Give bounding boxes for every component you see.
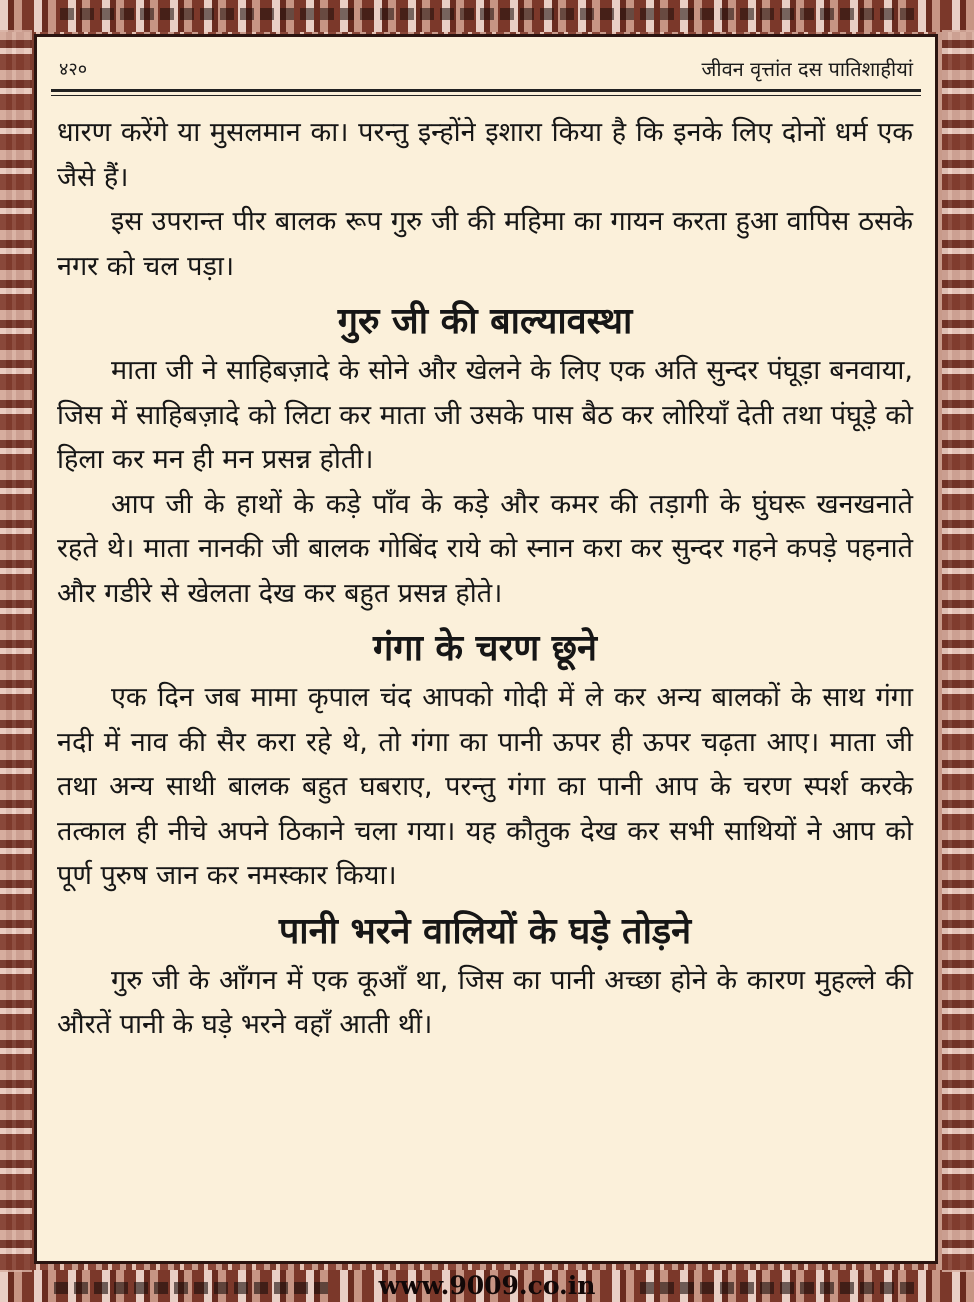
- heading-ganga: गंगा के चरण छूने: [373, 628, 597, 669]
- frame-left-border: [0, 30, 32, 1272]
- heading-water-pots: पानी भरने वालियों के घड़े तोड़ने: [278, 910, 692, 952]
- running-title: जीवन वृत्तांत दस पातिशाहीयां: [701, 57, 913, 81]
- heading-childhood: गुरु जी की बाल्यावस्था: [337, 301, 633, 342]
- book-page: [34, 34, 938, 1264]
- header-rule-thin: [51, 95, 921, 96]
- top-ornament: [60, 8, 914, 20]
- paragraph-ornaments: आप जी के हाथों के कड़े पाँव के कड़े और कमर की तड़ागी के घुंघरू खनखनाते रहते थे। माता नानकी जी बालक गोबिंद राये को स्नान करा कर सुन्दर गहने कपड़े पहनाते और गडीरे से खेलता देख कर बहुत प्रसन्न होते।: [57, 488, 913, 609]
- paragraph-well: गुरु जी के आँगन में एक कूआँ था, जिस का पानी अच्छा होने के कारण मुहल्ले की औरतें पानी के घड़े भरने वहाँ आती थीं।: [57, 964, 913, 1040]
- header-rule-thick: [51, 89, 921, 92]
- frame-right-border: [942, 30, 974, 1272]
- page-number: ४२०: [59, 59, 88, 80]
- paragraph-cradle: माता जी ने साहिबज़ादे के सोने और खेलने के लिए एक अति सुन्दर पंघूड़ा बनवाया, जिस में साहिबज़ादे को लिटा कर माता जी उसके पास बैठ कर लोरियाँ देती तथा पंघूड़े को हिला कर मन ही मन प्रसन्न होती।: [57, 355, 913, 475]
- page-body: [57, 111, 913, 1048]
- paragraph-ganga: एक दिन जब मामा कृपाल चंद आपको गोदी में ले कर अन्य बालकों के साथ गंगा नदी में नाव की सैर करा रहे थे, तो गंगा का पानी ऊपर ही ऊपर चढ़ता आए। माता जी तथा अन्य साथी बालक बहुत घबराए, परन्तु गंगा का पानी आप के चरण स्पर्श करके तत्काल ही नीचे अपने ठिकाने चला गया। यह कौतुक देख कर सभी साथियों ने आप को पूर्ण पुरुष जान कर नमस्कार किया।: [57, 682, 913, 891]
- paragraph-continuation: धारण करेंगे या मुसलमान का। परन्तु इन्होंने इशारा किया है कि इनके लिए दोनों धर्म एक जैसे हैं।: [57, 117, 913, 193]
- paragraph-peer-returns: इस उपरान्त पीर बालक रूप गुरु जी की महिमा का गायन करता हुआ वापिस ठसके नगर को चल पड़ा।: [57, 206, 913, 282]
- website-url: www.9009.co.in: [378, 1271, 596, 1300]
- page-header: [57, 49, 915, 85]
